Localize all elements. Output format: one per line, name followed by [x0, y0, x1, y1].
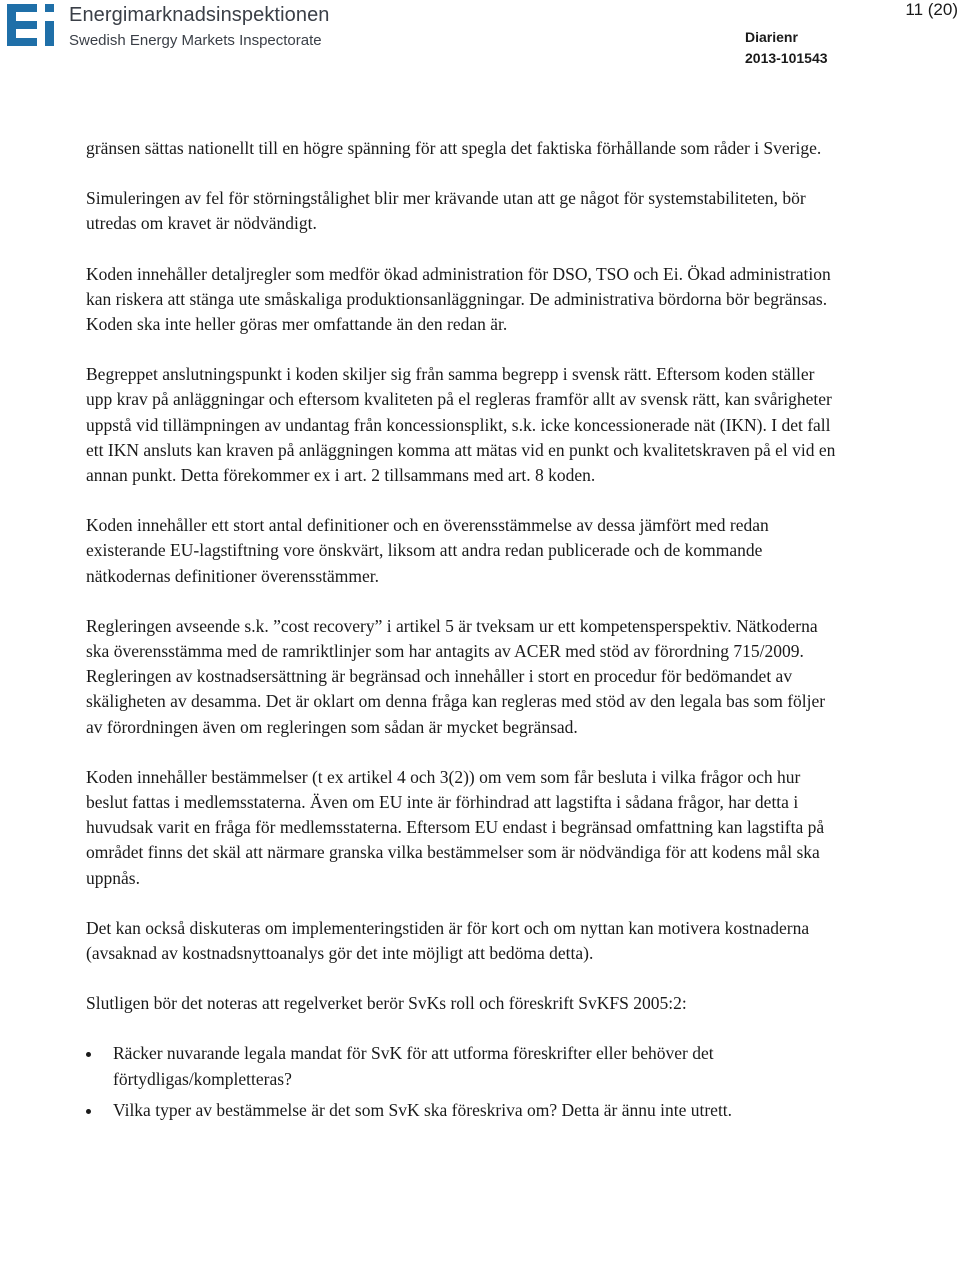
page-number: 11 (20) — [905, 0, 958, 19]
bullet-item: Vilka typer av bestämmelse är det som SvK ska föreskriva om? Detta är ännu inte utrett. — [86, 1098, 836, 1123]
document-body — [86, 136, 836, 1129]
diarienr-value: 2013-101543 — [745, 50, 828, 66]
bullet-list — [86, 1041, 836, 1123]
paragraph: Koden innehåller bestämmelser (t ex artikel 4 och 3(2)) om vem som får besluta i vilka frågor och hur beslut fattas i medlemsstaterna. Även om EU inte är förhindrad att lagstifta i sådana frågor, har detta i huvudsak varit en fråga för medlemsstaterna. Eftersom EU endast i begränsad omfattning kan lagstifta på området finns det skäl att närmare granska vilka bestämmelser som är nödvändiga för att kodens mål ska uppnås. — [86, 766, 825, 888]
paragraph: Regleringen avseende s.k. ”cost recovery” i artikel 5 är tveksam ur ett kompetensperspektiv. Nätkoderna ska överensstämma med de ramriktlinjer som har antagits av ACER med stöd av förordning 715/2009. Regleringen av kostnadsersättning är begränsad och innehåller i stort en procedur för bedömandet av skäligheten av desamma. Det är oklart om denna fråga kan regleras med stöd av den legala bas som följer av förordningen även om regleringen som sådan är mycket begränsad. — [86, 615, 826, 737]
paragraph: Begreppet anslutningspunkt i koden skiljer sig från samma begrepp i svensk rätt. Eftersom koden ställer upp krav på anläggningar och eftersom kvaliteten på el regleras framför allt av svensk rätt, kan svårigheter uppstå vid tillämpningen av undantag från koncessionsplikt, s.k. icke koncessionerade nät (IKN). I det fall ett IKN ansluts kan kraven på anläggningen komma att mätas vid en punkt och kvalitetskraven på el vid en annan punkt. Detta förekommer ex i art. 2 tillsammans med art. 8 koden. — [86, 364, 836, 486]
page-header — [0, 0, 960, 80]
paragraph: Simuleringen av fel för störningstålighet blir mer krävande utan att ge något för systemstabiliteten, bör utredas om kravet är nödvändigt. — [86, 188, 806, 234]
ei-logo-icon — [6, 2, 58, 48]
paragraph: Slutligen bör det noteras att regelverket berör SvKs roll och föreskrift SvKFS 2005:2: — [86, 993, 687, 1014]
paragraph: gränsen sättas nationellt till en högre spänning för att spegla det faktiska förhållande som råder i Sverige. — [86, 138, 822, 158]
bullet-item: Räcker nuvarande legala mandat för SvK för att utforma föreskrifter eller behöver det förtydligas/kompletteras? — [86, 1041, 836, 1091]
org-name: Energimarknadsinspektionen — [69, 4, 330, 26]
paragraph: Koden innehåller ett stort antal definitioner och en överensstämmelse av dessa jämfört med redan existerande EU-lagstiftning vore önskvärt, liksom att andra redan publicerade och de kommande nätkodernas definitioner överensstämmer. — [86, 515, 769, 586]
paragraph: Koden innehåller detaljregler som medför ökad administration för DSO, TSO och Ei. Ökad administration kan riskera att stänga ute småskaliga produktionsanläggningar. De administrativa bördorna bör begränsas. Koden ska inte heller göras mer omfattande än den redan är. — [86, 263, 831, 335]
diarienr-label: Diarienr — [745, 29, 798, 45]
paragraph: Det kan också diskuteras om implementeringstiden är för kort och om nyttan kan motivera kostnaderna (avsaknad av kostnadsnyttoanalys gör det inte möjligt att bedöma detta). — [86, 917, 810, 964]
org-name-english: Swedish Energy Markets Inspectorate — [69, 32, 322, 49]
